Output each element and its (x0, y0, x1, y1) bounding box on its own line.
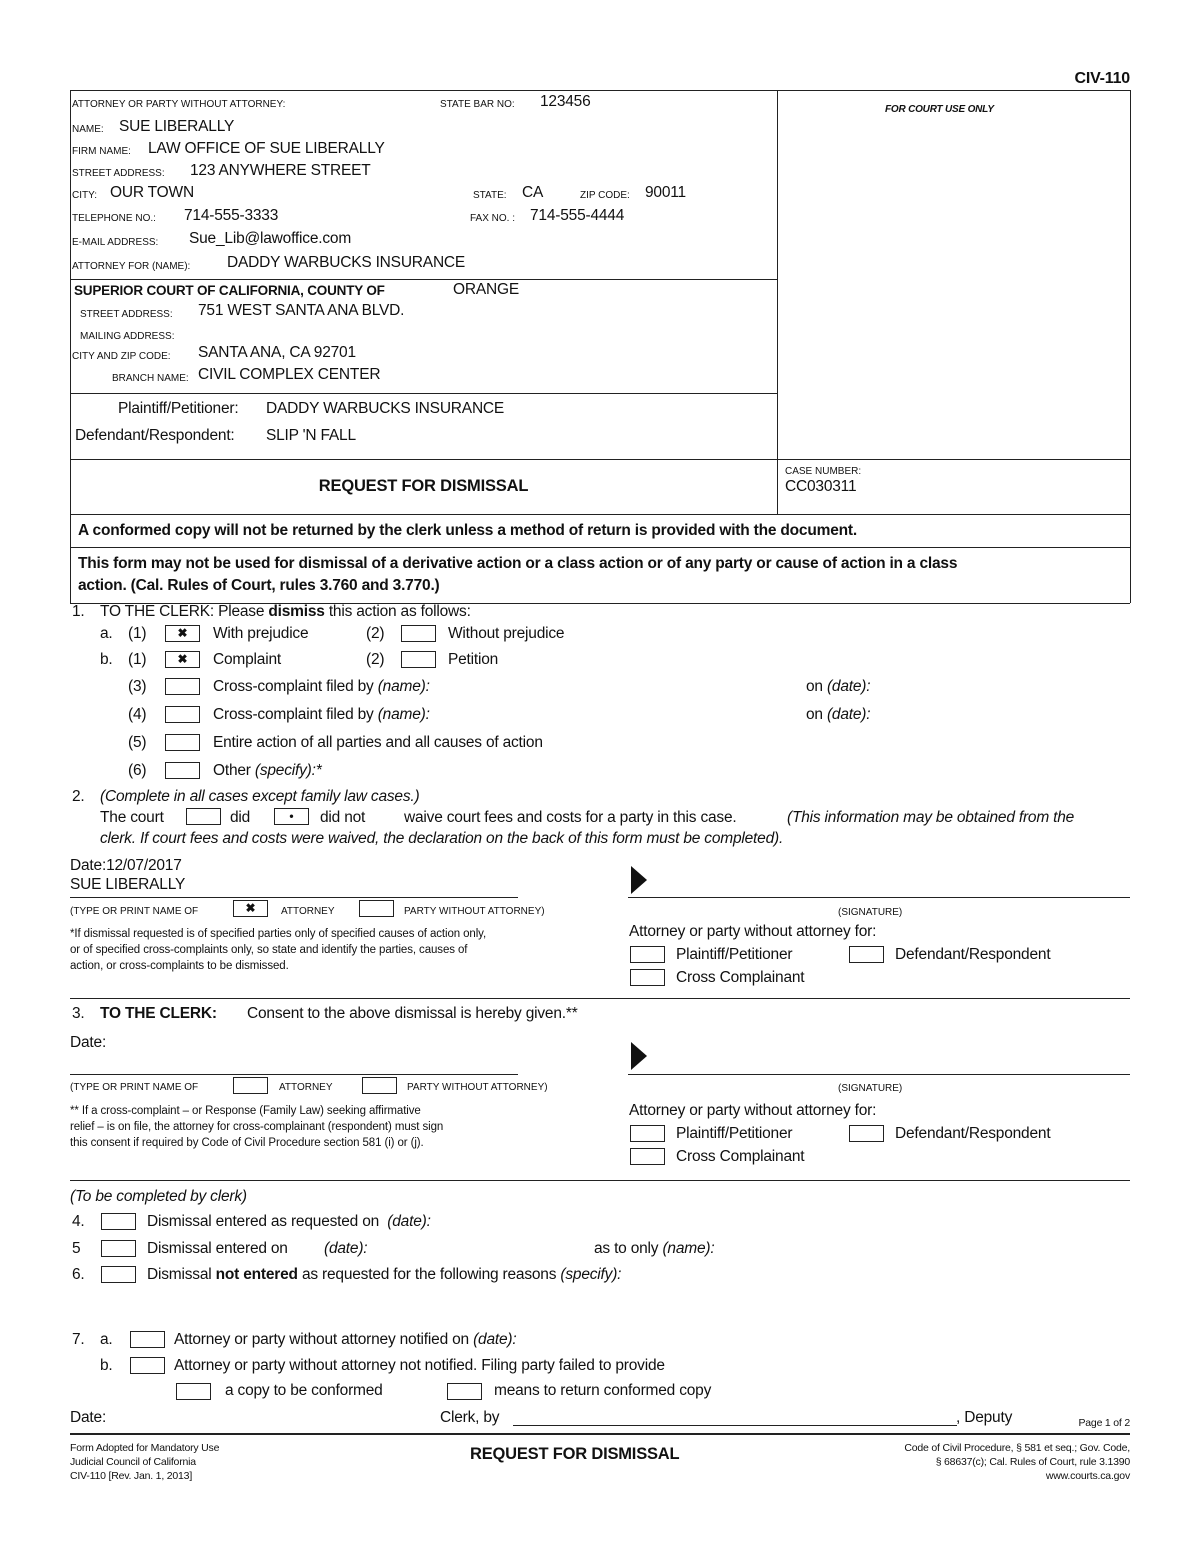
item-number: (4) (128, 706, 147, 723)
footer-left: Judicial Council of California (70, 1456, 196, 1468)
clerk-heading: (To be completed by clerk) (70, 1188, 247, 1205)
divider (777, 90, 778, 514)
phone-field[interactable]: 714-555-3333 (184, 207, 279, 224)
plaintiff-label: Plaintiff/Petitioner: (118, 400, 239, 417)
petition-label: Petition (448, 651, 499, 668)
date-hint: (date): (826, 678, 871, 695)
without-prejudice-checkbox[interactable] (401, 625, 436, 642)
notified-checkbox[interactable] (130, 1331, 165, 1348)
did-label: did (230, 809, 251, 826)
footer-left: CIV-110 [Rev. Jan. 1, 2013] (70, 1470, 193, 1482)
type-name-label: (TYPE OR PRINT NAME OF (70, 1082, 199, 1093)
court-street-label: STREET ADDRESS: (80, 309, 173, 320)
item6-label (147, 1266, 621, 1284)
item-letter: a. (100, 625, 113, 642)
waive-text: waive court fees and costs for a party in this case. (404, 809, 737, 826)
complaint-checkbox[interactable]: ✖ (165, 651, 200, 668)
defendant-label: Defendant/Respondent (895, 1125, 1051, 1142)
county-field[interactable]: ORANGE (453, 281, 519, 298)
item-number: 5 (72, 1240, 81, 1257)
item-number: (2) (366, 625, 385, 642)
divider (70, 1180, 1130, 1181)
date-hint: (date): (473, 1331, 517, 1348)
dismissal-entered-checkbox[interactable] (101, 1213, 136, 1230)
attorney-for-label: Attorney or party without attorney for: (629, 923, 877, 940)
city-zip-field[interactable]: SANTA ANA, CA 92701 (198, 344, 356, 361)
fax-label: FAX NO. : (470, 213, 516, 224)
complaint-label: Complaint (213, 651, 281, 668)
firm-field[interactable]: LAW OFFICE OF SUE LIBERALLY (148, 140, 385, 157)
dismissal-entered-on-checkbox[interactable] (101, 1240, 136, 1257)
name-field[interactable]: SUE LIBERALLY (119, 118, 235, 135)
divider (70, 1433, 1130, 1435)
cross-complaint-checkbox[interactable] (165, 678, 200, 695)
plaintiff-label: Plaintiff/Petitioner (676, 946, 793, 963)
court-street-field[interactable]: 751 WEST SANTA ANA BLVD. (198, 302, 405, 319)
date-field[interactable]: 12/07/2017 (106, 857, 182, 874)
footer-left: Form Adopted for Mandatory Use (70, 1442, 220, 1454)
item1-lead-bold: dismiss (268, 603, 325, 620)
defendant-label: Defendant/Respondent (895, 946, 1051, 963)
attorney-for-field[interactable]: DADDY WARBUCKS INSURANCE (227, 254, 466, 271)
date-line (70, 857, 182, 875)
with-prejudice-checkbox[interactable]: ✖ (165, 625, 200, 642)
plaintiff-checkbox[interactable] (630, 946, 665, 963)
attorney-checkbox[interactable]: ✖ (233, 900, 268, 917)
item1-lead-end: this action as follows: (328, 603, 471, 620)
item1-lead (100, 603, 471, 621)
item6-text: Dismissal (147, 1266, 212, 1283)
derivative-notice: This form may not be used for dismissal of a derivative action or a class action or of any party or cause of action in a class (78, 555, 958, 572)
attorney-label: ATTORNEY (279, 1082, 333, 1093)
court-use-label: FOR COURT USE ONLY (885, 104, 994, 115)
means-return-checkbox[interactable] (447, 1383, 482, 1400)
item-letter: a. (100, 1331, 113, 1348)
name-label: NAME: (72, 124, 104, 135)
case-number-label: CASE NUMBER: (785, 466, 862, 477)
divider (70, 998, 1130, 999)
item7b-text: Attorney or party without attorney not notified. Filing party failed to provide (174, 1357, 665, 1374)
cross-complainant-checkbox[interactable] (630, 969, 665, 986)
party-label: PARTY WITHOUT ATTORNEY) (407, 1082, 548, 1093)
item3-lead: TO THE CLERK: (100, 1005, 217, 1022)
footnote: ** If a cross-complaint – or Response (Family Law) seeking affirmative (70, 1105, 421, 1117)
signature-label: (SIGNATURE) (838, 907, 903, 918)
date-label: Date: (70, 1034, 107, 1051)
date-label: Date: (70, 1409, 107, 1426)
footnote: action, or cross-complaints to be dismissed. (70, 960, 289, 972)
specify-hint: (specify):* (254, 762, 322, 779)
type-name-label: (TYPE OR PRINT NAME OF (70, 906, 199, 917)
with-prejudice-label: With prejudice (213, 625, 309, 642)
signature-line[interactable] (628, 1074, 1130, 1075)
form-title: REQUEST FOR DISMISSAL (318, 477, 529, 495)
footnote: or of specified cross-complaints only, so state and identify the parties, causes of (70, 944, 468, 956)
item2-lead: (Complete in all cases except family law cases.) (100, 788, 420, 805)
court-label: SUPERIOR COURT OF CALIFORNIA, COUNTY OF (74, 283, 385, 298)
state-field[interactable]: CA (522, 184, 544, 201)
on-date-label (806, 678, 870, 696)
item-number: (3) (128, 678, 147, 695)
did-checkbox[interactable] (186, 808, 221, 825)
item-number: 1. (72, 603, 85, 620)
city-zip-label: CITY AND ZIP CODE: (72, 351, 171, 362)
notified-label (174, 1331, 516, 1349)
other-label (213, 762, 322, 780)
item7a-text: Attorney or party without attorney notified on (174, 1331, 469, 1348)
did-not-label: did not (320, 809, 366, 826)
footnote: relief – is on file, the attorney for cross-complainant (respondent) must sign (70, 1121, 444, 1133)
clerk-by-label: Clerk, by (440, 1409, 500, 1426)
footer-right: Code of Civil Procedure, § 581 et seq.; Gov. Code, (904, 1442, 1130, 1454)
as-to-only-text: as to only (594, 1240, 659, 1257)
divider (1130, 90, 1131, 603)
item-number: (1) (128, 625, 147, 642)
cross-complainant-label: Cross Complainant (676, 969, 805, 986)
phone-label: TELEPHONE NO.: (72, 213, 156, 224)
zip-label: ZIP CODE: (580, 190, 630, 201)
name-hint: (name): (377, 706, 430, 723)
street-field[interactable]: 123 ANYWHERE STREET (190, 162, 371, 179)
cross-complaint-text: Cross-complaint filed by (213, 678, 374, 695)
item4-text: Dismissal entered as requested on (147, 1213, 380, 1230)
other-text: Other (213, 762, 251, 779)
attorney-checkbox[interactable] (233, 1077, 268, 1094)
signature-arrow-icon (631, 866, 647, 894)
name-line (70, 1074, 518, 1075)
divider (70, 514, 1130, 515)
zip-field[interactable]: 90011 (645, 184, 686, 201)
signature-label: (SIGNATURE) (838, 1083, 903, 1094)
footer-title: REQUEST FOR DISMISSAL (470, 1445, 680, 1463)
means-return-label: means to return conformed copy (494, 1382, 712, 1399)
defendant-checkbox[interactable] (849, 946, 884, 963)
on-text: on (806, 706, 823, 723)
item-number: (5) (128, 734, 147, 751)
copy-conformed-label: a copy to be conformed (225, 1382, 383, 1399)
cross-complainant-label: Cross Complainant (676, 1148, 805, 1165)
branch-field[interactable]: CIVIL COMPLEX CENTER (198, 366, 381, 383)
item-number: 7. (72, 1331, 85, 1348)
page-number: Page 1 of 2 (1078, 1417, 1130, 1429)
state-label: STATE: (473, 190, 507, 201)
printed-name-field[interactable]: SUE LIBERALLY (70, 876, 186, 893)
clerk-signature-line[interactable] (513, 1425, 957, 1426)
entire-action-label: Entire action of all parties and all causes of action (213, 734, 543, 751)
footnote: this consent if required by Code of Civil Procedure section 581 (i) or (j). (70, 1137, 424, 1149)
branch-label: BRANCH NAME: (112, 373, 189, 384)
footer-link[interactable]: www.courts.ca.gov (1045, 1470, 1130, 1482)
fax-field[interactable]: 714-555-4444 (530, 207, 625, 224)
divider (70, 90, 1130, 91)
state-bar-field[interactable]: 123456 (540, 93, 591, 110)
street-label: STREET ADDRESS: (72, 168, 165, 179)
city-label: CITY: (72, 190, 98, 201)
item-letter: b. (100, 1357, 113, 1374)
item-number: 6. (72, 1266, 85, 1283)
consent-text: Consent to the above dismissal is hereby given.** (247, 1005, 578, 1022)
divider (70, 393, 777, 394)
email-label: E-MAIL ADDRESS: (72, 237, 159, 248)
attorney-for-label: ATTORNEY FOR (NAME): (72, 261, 191, 272)
footer-right: § 68637(c); Cal. Rules of Court, rule 3.1390 (935, 1456, 1130, 1468)
plaintiff-checkbox[interactable] (630, 1125, 665, 1142)
item5-text: Dismissal entered on (147, 1240, 288, 1257)
item-number: (1) (128, 651, 147, 668)
petition-checkbox[interactable] (401, 651, 436, 668)
date-label: Date: (70, 857, 107, 874)
cross-complainant-checkbox[interactable] (630, 1148, 665, 1165)
party-label: PARTY WITHOUT ATTORNEY) (404, 906, 545, 917)
item1-lead-text: TO THE CLERK: Please (100, 603, 265, 620)
divider (70, 547, 1130, 548)
defendant-checkbox[interactable] (849, 1125, 884, 1142)
item-number: (6) (128, 762, 147, 779)
date-hint: (date): (324, 1240, 368, 1257)
footnote: *If dismissal requested is of specified parties only of specified causes of action only, (70, 928, 487, 940)
mailing-label: MAILING ADDRESS: (80, 331, 175, 342)
case-number-field[interactable]: CC030311 (785, 478, 857, 495)
item-number: 4. (72, 1213, 85, 1230)
name-hint: (name): (662, 1240, 715, 1257)
firm-label: FIRM NAME: (72, 146, 131, 157)
item-number: (2) (366, 651, 385, 668)
item-number: 3. (72, 1005, 85, 1022)
attorney-label: ATTORNEY (281, 906, 335, 917)
deputy-label: , Deputy (956, 1409, 1013, 1426)
plaintiff-label: Plaintiff/Petitioner (676, 1125, 793, 1142)
waive-note-2: clerk. If court fees and costs were waived, the declaration on the back of this form must be completed). (100, 830, 784, 847)
cross-complaint-2-label (213, 706, 430, 724)
state-bar-label: STATE BAR NO: (440, 99, 515, 110)
divider (70, 279, 777, 280)
dismissal-not-entered-checkbox[interactable] (101, 1266, 136, 1283)
date-hint: (date): (826, 706, 871, 723)
conformed-notice: A conformed copy will not be returned by the clerk unless a method of return is provided with the document. (78, 522, 857, 539)
defendant-label: Defendant/Respondent: (75, 427, 235, 444)
dismissal-entered-label (147, 1213, 431, 1231)
waive-note: (This information may be obtained from the (787, 809, 1075, 826)
specify-hint: (specify): (560, 1266, 622, 1283)
cross-complaint-2-checkbox[interactable] (165, 706, 200, 723)
signature-arrow-icon (631, 1042, 647, 1070)
as-to-only-label (594, 1240, 714, 1258)
entire-action-checkbox[interactable] (165, 734, 200, 751)
without-prejudice-label: Without prejudice (448, 625, 565, 642)
name-line (70, 897, 518, 898)
party-without-attorney-checkbox[interactable] (359, 900, 394, 917)
did-not-checkbox[interactable]: • (274, 808, 309, 825)
not-notified-checkbox[interactable] (130, 1357, 165, 1374)
signature-line[interactable] (628, 897, 1130, 898)
item6-text-2: as requested for the following reasons (301, 1266, 557, 1283)
other-checkbox[interactable] (165, 762, 200, 779)
copy-conformed-checkbox[interactable] (176, 1383, 211, 1400)
plaintiff-field[interactable]: DADDY WARBUCKS INSURANCE (266, 400, 505, 417)
cross-complaint-label (213, 678, 430, 696)
defendant-field[interactable]: SLIP 'N FALL (266, 427, 356, 444)
party-without-attorney-checkbox[interactable] (362, 1077, 397, 1094)
the-court-label: The court (100, 809, 164, 826)
name-hint: (name): (377, 678, 430, 695)
date-hint: (date): (387, 1213, 431, 1230)
on-text: on (806, 678, 823, 695)
item-letter: b. (100, 651, 113, 668)
divider (70, 90, 71, 603)
derivative-notice-2: action. (Cal. Rules of Court, rules 3.760 and 3.770.) (78, 577, 440, 594)
item6-bold: not entered (215, 1266, 298, 1283)
email-field[interactable]: Sue_Lib@lawoffice.com (189, 230, 352, 247)
cross-complaint-text: Cross-complaint filed by (213, 706, 374, 723)
form-id: CIV-110 (1074, 70, 1130, 87)
attorney-for-label: Attorney or party without attorney for: (629, 1102, 877, 1119)
item-number: 2. (72, 788, 85, 805)
attorney-label: ATTORNEY OR PARTY WITHOUT ATTORNEY: (72, 99, 286, 110)
divider (70, 459, 1130, 460)
city-field[interactable]: OUR TOWN (110, 184, 194, 201)
on-date-label (806, 706, 870, 724)
